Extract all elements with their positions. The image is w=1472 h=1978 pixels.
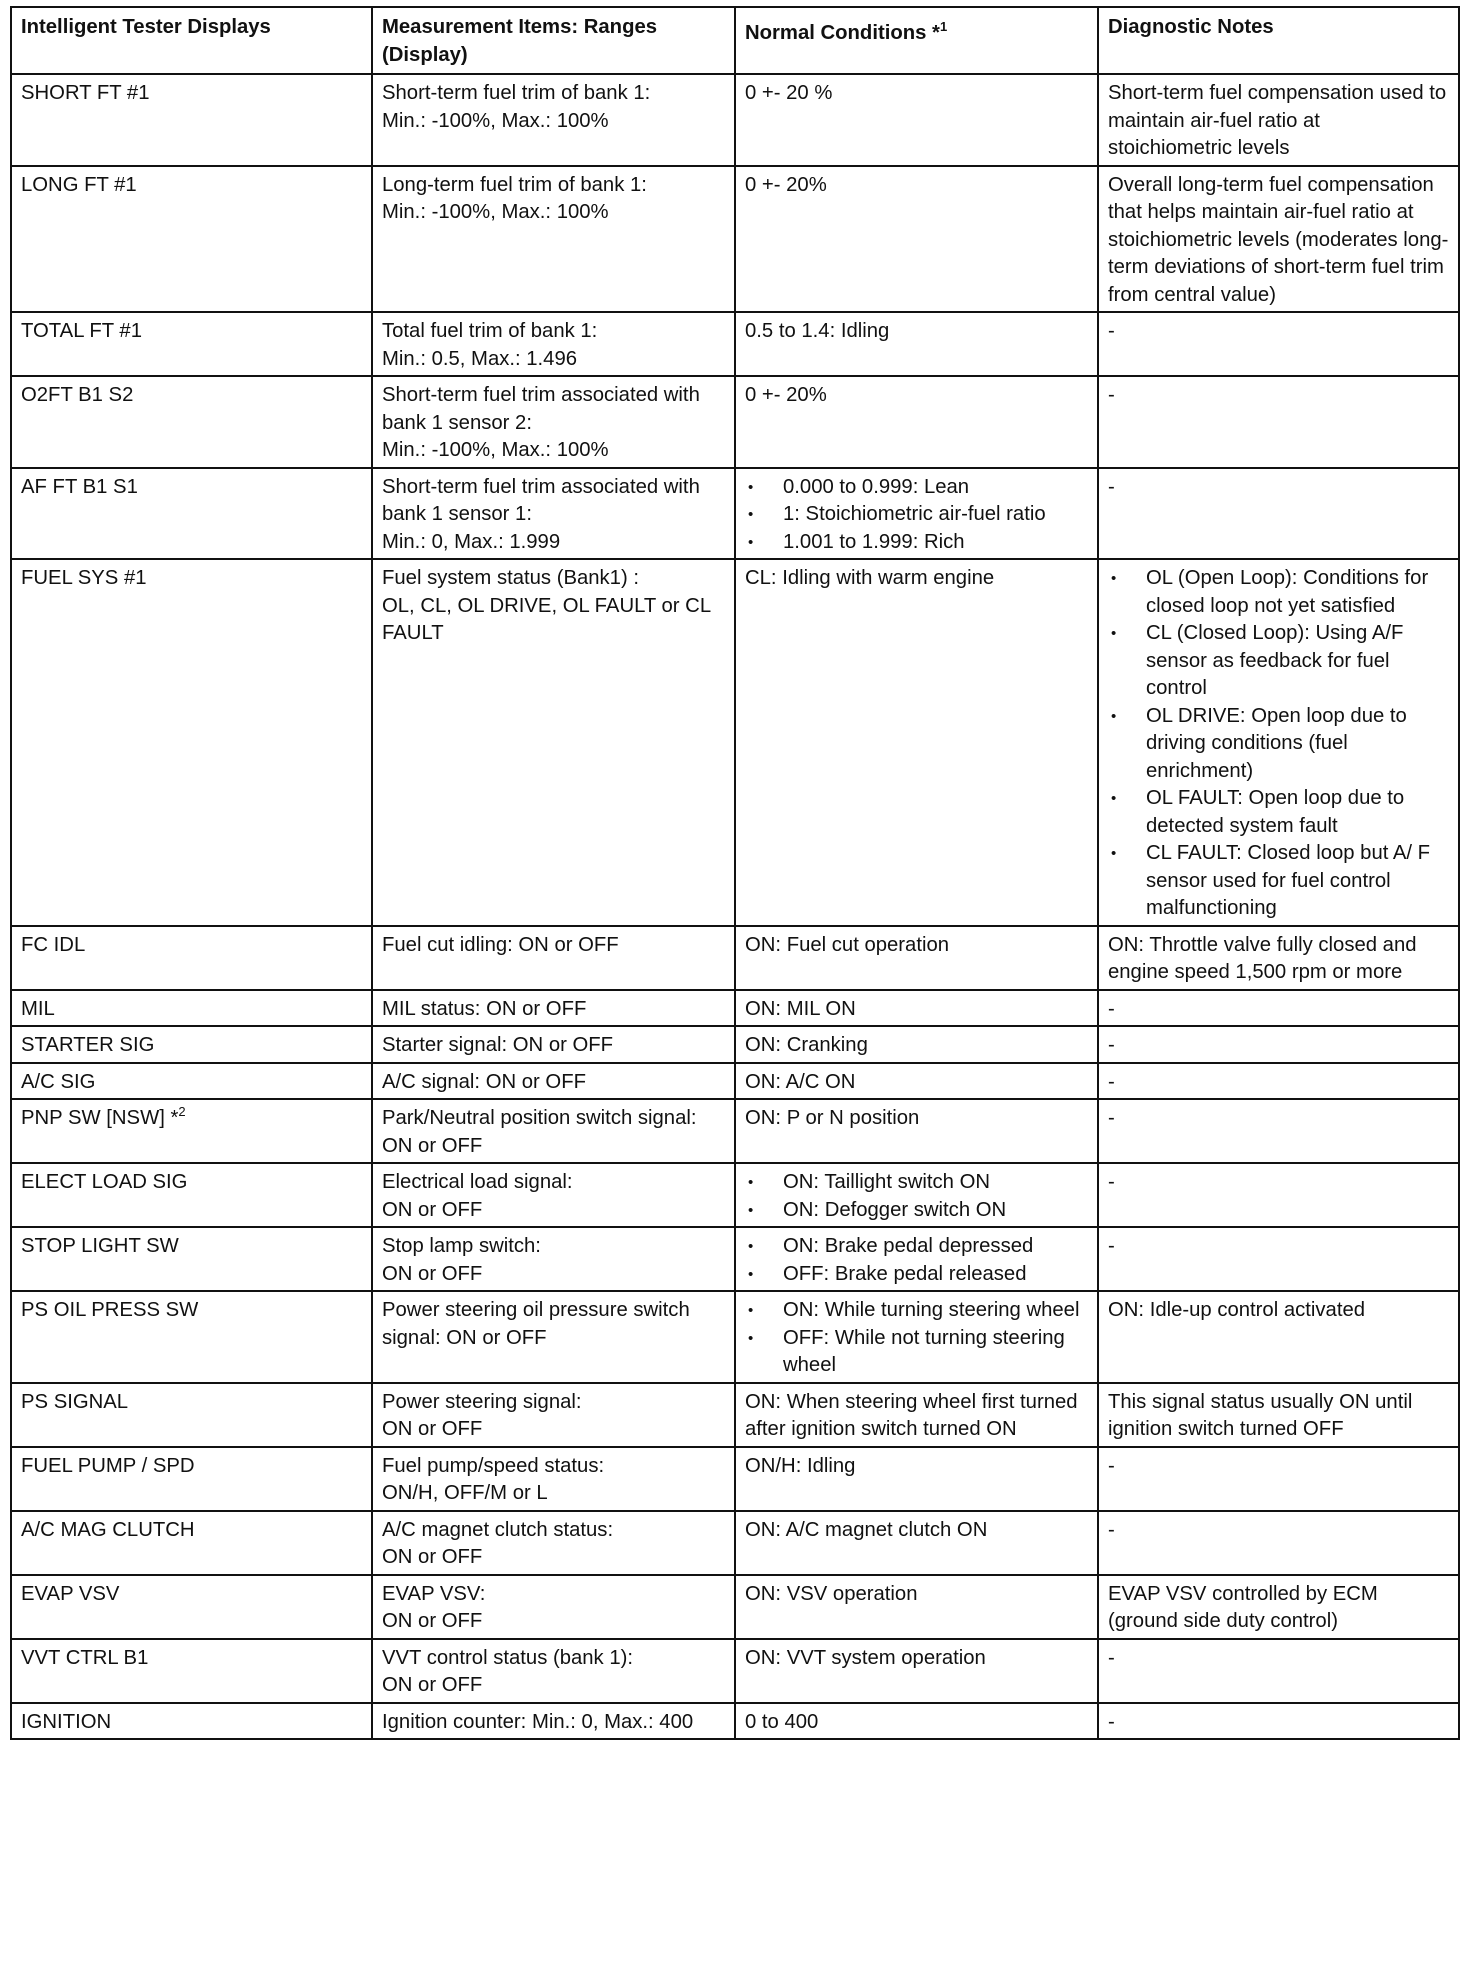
table-row (11, 1099, 1459, 1163)
cell-measurement-line: A/C magnet clutch status: (382, 1518, 614, 1541)
cell-display (11, 468, 372, 560)
list-item: • OFF: While not turning steering wheel (745, 1325, 1088, 1380)
cell-display (11, 166, 372, 313)
cell-measurement (372, 312, 735, 376)
cell-measurement-line: Short-term fuel trim associated with bank 1 sensor 1: (382, 475, 700, 525)
cell-normal-line: 0 to 400 (745, 1710, 819, 1733)
cell-notes-line: - (1108, 384, 1115, 406)
cell-normal (735, 926, 1098, 990)
cell-measurement (372, 376, 735, 468)
cell-normal (735, 1063, 1098, 1100)
cell-notes-line: - (1108, 1646, 1115, 1669)
cell-normal (735, 1639, 1098, 1703)
table-row (11, 926, 1459, 990)
list-item: • ON: While turning steering wheel (745, 1297, 1088, 1325)
cell-measurement (372, 1026, 735, 1063)
cell-measurement (372, 990, 735, 1027)
cell-normal-line: ON: P or N position (745, 1107, 920, 1129)
cell-normal (735, 166, 1098, 313)
cell-measurement-line: ON or OFF (382, 1262, 483, 1285)
cell-display (11, 1063, 372, 1100)
cell-notes-line: - (1108, 1034, 1115, 1056)
cell-measurement-line: Min.: -100%, Max.: 100% (382, 439, 609, 461)
table-header (11, 7, 1459, 74)
display-name: STARTER SIG (21, 1034, 155, 1056)
cell-normal (735, 1099, 1098, 1163)
display-name: LONG FT #1 (21, 173, 137, 196)
table-body (11, 74, 1459, 1739)
cell-measurement-line: Electrical load signal: (382, 1171, 573, 1193)
cell-notes (1098, 312, 1459, 376)
cell-notes-line: Short-term fuel compensation used to maintain air-fuel ratio at stoichiometric levels (1108, 82, 1447, 159)
cell-display (11, 1511, 372, 1575)
cell-measurement-line: Power steering oil pressure switch signal: ON or OFF (382, 1299, 690, 1349)
cell-notes (1098, 1703, 1459, 1740)
cell-display (11, 1227, 372, 1291)
cell-normal (735, 1163, 1098, 1227)
cell-normal (735, 312, 1098, 376)
table-row (11, 1575, 1459, 1639)
cell-normal (735, 468, 1098, 560)
cell-normal-line: ON: Cranking (745, 1034, 868, 1056)
table-row (11, 166, 1459, 313)
table-row (11, 1447, 1459, 1511)
cell-measurement (372, 1227, 735, 1291)
cell-measurement-line: Total fuel trim of bank 1: (382, 320, 598, 342)
display-name: TOTAL FT #1 (21, 320, 142, 342)
cell-notes (1098, 74, 1459, 166)
list-item: • OL DRIVE: Open loop due to driving conditions (fuel enrichment) (1108, 703, 1449, 786)
cell-notes (1098, 376, 1459, 468)
display-name: FUEL PUMP / SPD (21, 1454, 195, 1477)
display-name: MIL (21, 997, 55, 1020)
cell-measurement-line: ON or OFF (382, 1674, 483, 1696)
cell-measurement (372, 1447, 735, 1511)
cell-notes (1098, 1511, 1459, 1575)
cell-notes (1098, 1383, 1459, 1447)
cell-notes (1098, 1063, 1459, 1100)
display-name: PS OIL PRESS SW (21, 1299, 199, 1321)
cell-measurement-line: OL, CL, OL DRIVE, OL FAULT or CL FAULT (382, 594, 711, 644)
cell-normal-line: CL: Idling with warm engine (745, 567, 995, 589)
cell-normal (735, 1703, 1098, 1740)
cell-measurement-line: Short-term fuel trim of bank 1: (382, 82, 651, 104)
cell-measurement-line: VVT control status (bank 1): (382, 1646, 634, 1669)
cell-notes (1098, 468, 1459, 560)
cell-measurement-line: MIL status: ON or OFF (382, 997, 587, 1020)
table-row (11, 1163, 1459, 1227)
cell-notes-line: - (1108, 1235, 1115, 1257)
cell-normal-line: 0 +- 20% (745, 384, 827, 406)
list-item: • ON: Defogger switch ON (745, 1197, 1088, 1225)
cell-notes (1098, 1227, 1459, 1291)
list-item: • OFF: Brake pedal released (745, 1261, 1088, 1289)
list-item: • ON: Brake pedal depressed (745, 1233, 1088, 1261)
cell-normal (735, 559, 1098, 926)
list-item: • OL FAULT: Open loop due to detected system fault (1108, 785, 1449, 840)
cell-notes-line: - (1108, 1107, 1115, 1129)
header-notes: Diagnostic Notes (1098, 7, 1459, 74)
cell-measurement-line: Long-term fuel trim of bank 1: (382, 173, 647, 196)
cell-normal-line: ON: A/C magnet clutch ON (745, 1518, 988, 1541)
cell-measurement (372, 1639, 735, 1703)
display-name: A/C MAG CLUTCH (21, 1518, 195, 1541)
cell-notes-line: This signal status usually ON until ignition switch turned OFF (1108, 1390, 1413, 1440)
cell-notes (1098, 166, 1459, 313)
cell-normal (735, 990, 1098, 1027)
header-normal-footnote: 1 (939, 19, 948, 35)
cell-normal (735, 1447, 1098, 1511)
cell-measurement-line: Power steering signal: (382, 1390, 582, 1413)
display-name: AF FT B1 S1 (21, 475, 138, 498)
table-row (11, 312, 1459, 376)
cell-normal (735, 1511, 1098, 1575)
cell-measurement (372, 1575, 735, 1639)
cell-measurement-line: Fuel pump/speed status: (382, 1454, 605, 1477)
display-footnote: 2 (178, 1104, 186, 1120)
display-name: SHORT FT #1 (21, 82, 150, 104)
cell-normal (735, 1575, 1098, 1639)
cell-notes-line: ON: Idle-up control activated (1108, 1299, 1366, 1321)
table-row (11, 376, 1459, 468)
cell-display (11, 559, 372, 926)
cell-normal (735, 1227, 1098, 1291)
cell-measurement-line: ON or OFF (382, 1610, 483, 1632)
cell-display (11, 1099, 372, 1163)
data-list-table (10, 6, 1460, 1740)
list-item: • 1: Stoichiometric air-fuel ratio (745, 501, 1088, 529)
header-row (11, 7, 1459, 74)
cell-notes-line: - (1108, 1070, 1115, 1093)
cell-measurement (372, 1063, 735, 1100)
display-name: FC IDL (21, 933, 86, 956)
cell-notes (1098, 1639, 1459, 1703)
cell-measurement (372, 74, 735, 166)
display-name: IGNITION (21, 1710, 112, 1733)
header-normal (735, 7, 1098, 74)
cell-display (11, 926, 372, 990)
list-item: • CL (Closed Loop): Using A/F sensor as feedback for fuel control (1108, 620, 1449, 703)
display-name: PS SIGNAL (21, 1390, 129, 1413)
cell-normal-line: ON: A/C ON (745, 1070, 856, 1093)
cell-notes (1098, 559, 1459, 926)
display-name: ELECT LOAD SIG (21, 1171, 188, 1193)
cell-notes (1098, 990, 1459, 1027)
cell-notes (1098, 1575, 1459, 1639)
cell-notes-line: - (1108, 1454, 1115, 1477)
cell-normal (735, 74, 1098, 166)
cell-normal-list (745, 474, 1088, 557)
table-row (11, 1227, 1459, 1291)
cell-normal-list (745, 1169, 1088, 1224)
cell-normal-line: 0 +- 20 % (745, 82, 833, 104)
display-name: PNP SW [NSW] * (21, 1107, 179, 1129)
cell-display (11, 1026, 372, 1063)
cell-measurement-line: Min.: -100%, Max.: 100% (382, 201, 609, 223)
cell-display (11, 1703, 372, 1740)
table-row (11, 74, 1459, 166)
cell-measurement-line: EVAP VSV: (382, 1582, 486, 1605)
cell-measurement-line: Min.: -100%, Max.: 100% (382, 109, 609, 132)
list-item: • ON: Taillight switch ON (745, 1169, 1088, 1197)
table-row (11, 468, 1459, 560)
cell-display (11, 1291, 372, 1383)
cell-display (11, 1639, 372, 1703)
cell-measurement-line: Min.: 0, Max.: 1.999 (382, 530, 561, 553)
cell-notes (1098, 1291, 1459, 1383)
display-name: EVAP VSV (21, 1582, 120, 1605)
cell-display (11, 74, 372, 166)
cell-normal (735, 1291, 1098, 1383)
cell-measurement (372, 166, 735, 313)
cell-notes-line: ON: Throttle valve fully closed and engine speed 1,500 rpm or more (1108, 933, 1417, 983)
cell-display (11, 376, 372, 468)
cell-measurement-line: ON or OFF (382, 1418, 483, 1440)
cell-normal (735, 376, 1098, 468)
cell-measurement-line: ON or OFF (382, 1546, 483, 1568)
header-normal-label: Normal Conditions * (745, 22, 940, 44)
cell-measurement-line: A/C signal: ON or OFF (382, 1070, 586, 1093)
table-row (11, 1291, 1459, 1383)
table-row (11, 1026, 1459, 1063)
display-name: O2FT B1 S2 (21, 384, 134, 406)
header-display: Intelligent Tester Displays (11, 7, 372, 74)
cell-notes-line: - (1108, 1710, 1115, 1733)
cell-measurement-line: ON or OFF (382, 1198, 483, 1221)
data-list-sheet (10, 6, 1458, 1740)
display-name: FUEL SYS #1 (21, 567, 147, 589)
cell-notes-line: - (1108, 997, 1115, 1020)
cell-measurement (372, 559, 735, 926)
cell-notes-line: Overall long-term fuel compensation that helps maintain air-fuel ratio at stoichiometric levels (moderates long-term deviations of short-term fuel trim from central value) (1108, 173, 1449, 306)
cell-notes-list (1108, 565, 1449, 923)
cell-notes-line: - (1108, 475, 1115, 498)
table-row (11, 559, 1459, 926)
cell-measurement (372, 1703, 735, 1740)
cell-measurement-line: ON/H, OFF/M or L (382, 1482, 548, 1504)
cell-display (11, 1575, 372, 1639)
cell-normal-line: ON: MIL ON (745, 997, 856, 1020)
cell-display (11, 312, 372, 376)
cell-measurement-line: Min.: 0.5, Max.: 1.496 (382, 347, 578, 370)
cell-measurement-line: Ignition counter: Min.: 0, Max.: 400 (382, 1710, 694, 1733)
cell-notes (1098, 1026, 1459, 1063)
cell-display (11, 1447, 372, 1511)
cell-normal-line: ON: VVT system operation (745, 1646, 986, 1669)
cell-normal (735, 1383, 1098, 1447)
cell-notes (1098, 926, 1459, 990)
cell-measurement (372, 1099, 735, 1163)
cell-measurement (372, 926, 735, 990)
cell-measurement (372, 1511, 735, 1575)
cell-notes-line: - (1108, 1518, 1115, 1541)
cell-measurement (372, 1291, 735, 1383)
list-item: • 0.000 to 0.999: Lean (745, 474, 1088, 502)
cell-measurement-line: Starter signal: ON or OFF (382, 1034, 614, 1056)
table-row (11, 1511, 1459, 1575)
cell-display (11, 990, 372, 1027)
cell-notes-line: - (1108, 320, 1115, 342)
display-name: VVT CTRL B1 (21, 1646, 149, 1669)
cell-measurement (372, 1383, 735, 1447)
list-item: • CL FAULT: Closed loop but A/ F sensor used for fuel control malfunctioning (1108, 840, 1449, 923)
cell-measurement-line: Park/Neutral position switch signal: ON or OFF (382, 1107, 697, 1157)
table-row (11, 990, 1459, 1027)
table-row (11, 1063, 1459, 1100)
cell-normal-line: ON: VSV operation (745, 1582, 918, 1605)
list-item: • 1.001 to 1.999: Rich (745, 529, 1088, 557)
cell-notes-line: EVAP VSV controlled by ECM (ground side duty control) (1108, 1582, 1378, 1632)
display-name: STOP LIGHT SW (21, 1235, 179, 1257)
cell-normal-list (745, 1233, 1088, 1288)
cell-notes (1098, 1099, 1459, 1163)
cell-measurement-line: Short-term fuel trim associated with bank 1 sensor 2: (382, 384, 700, 434)
cell-display (11, 1383, 372, 1447)
cell-display (11, 1163, 372, 1227)
display-name: A/C SIG (21, 1070, 96, 1093)
cell-notes (1098, 1447, 1459, 1511)
cell-measurement-line: Fuel system status (Bank1) : (382, 567, 639, 589)
cell-normal (735, 1026, 1098, 1063)
table-row (11, 1639, 1459, 1703)
cell-measurement-line: Stop lamp switch: (382, 1235, 541, 1257)
cell-normal-line: ON/H: Idling (745, 1454, 856, 1477)
cell-normal-list (745, 1297, 1088, 1380)
cell-normal-line: 0.5 to 1.4: Idling (745, 320, 890, 342)
cell-notes-line: - (1108, 1171, 1115, 1193)
cell-measurement (372, 468, 735, 560)
list-item: • OL (Open Loop): Conditions for closed loop not yet satisfied (1108, 565, 1449, 620)
table-row (11, 1383, 1459, 1447)
header-measurement: Measurement Items: Ranges (Display) (372, 7, 735, 74)
cell-normal-line: ON: When steering wheel first turned after ignition switch turned ON (745, 1390, 1078, 1440)
cell-measurement (372, 1163, 735, 1227)
table-row (11, 1703, 1459, 1740)
cell-normal-line: 0 +- 20% (745, 173, 827, 196)
cell-measurement-line: Fuel cut idling: ON or OFF (382, 933, 619, 956)
cell-notes (1098, 1163, 1459, 1227)
cell-normal-line: ON: Fuel cut operation (745, 933, 950, 956)
